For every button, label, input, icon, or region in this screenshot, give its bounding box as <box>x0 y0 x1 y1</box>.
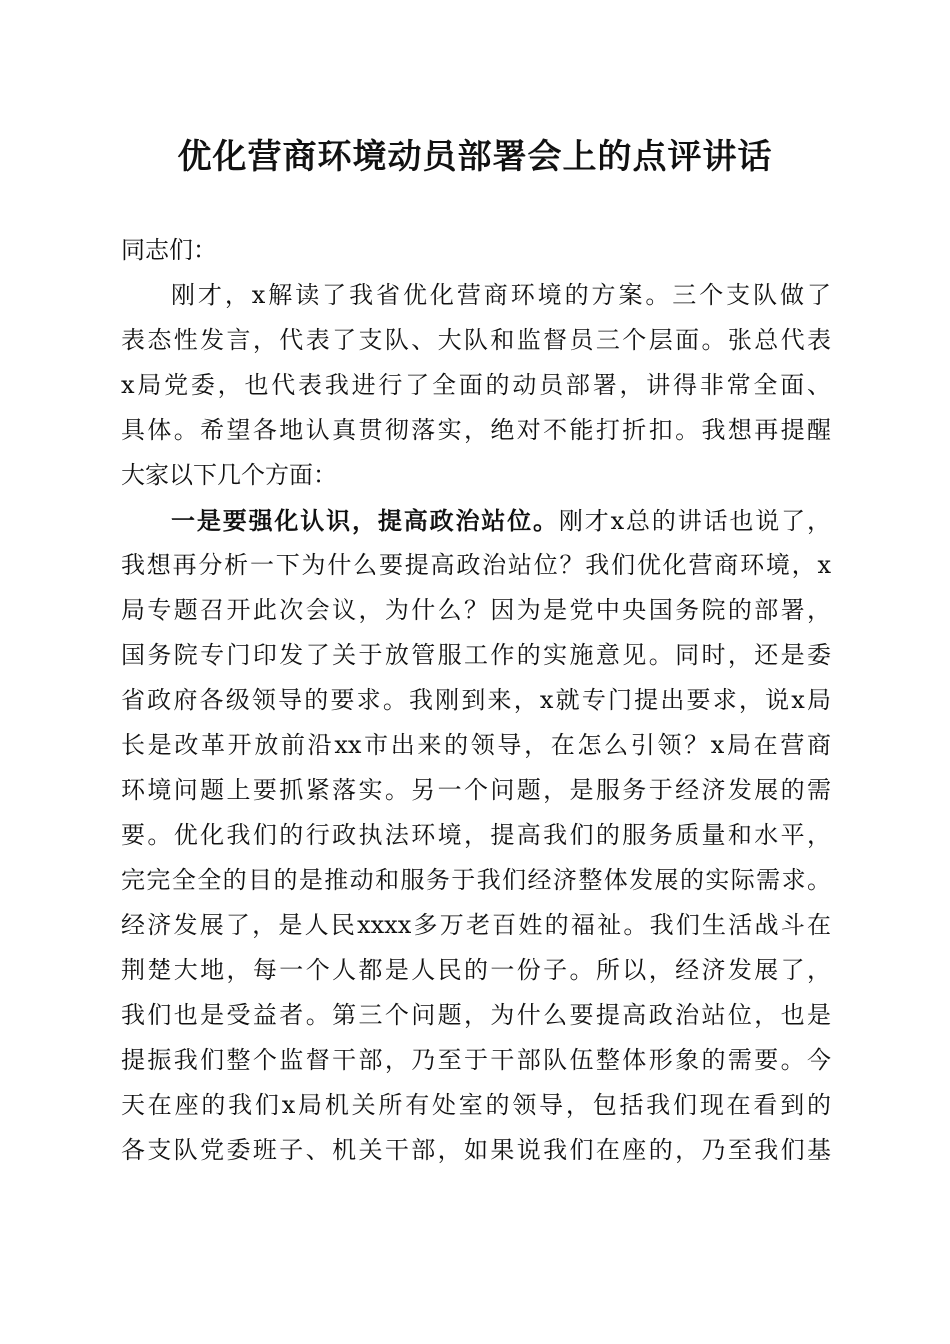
paragraph-line: 大家以下几个方面： <box>121 461 337 489</box>
paragraph-line: 提振我们整个监督干部，乃至于干部队伍整体形象的需要。今 <box>121 1046 831 1074</box>
paragraph-line: 各支队党委班子、机关干部，如果说我们在座的，乃至我们基 <box>121 1136 831 1164</box>
paragraph-line: 要。优化我们的行政执法环境，提高我们的服务质量和水平， <box>121 821 831 849</box>
paragraph-line: 荆楚大地，每一个人都是人民的一份子。所以，经济发展了， <box>121 956 831 984</box>
paragraph-line: 局专题召开此次会议，为什么？因为是党中央国务院的部署， <box>121 596 831 624</box>
paragraph-line: 我们也是受益者。第三个问题，为什么要提高政治站位，也是 <box>121 1001 831 1029</box>
paragraph-line: 具体。希望各地认真贯彻落实，绝对不能打折扣。我想再提醒 <box>121 416 831 444</box>
paragraph-line: x局党委，也代表我进行了全面的动员部署，讲得非常全面、 <box>121 371 831 399</box>
paragraph-line: 国务院专门印发了关于放管服工作的实施意见。同时，还是委 <box>121 641 831 669</box>
paragraph-line: 省政府各级领导的要求。我刚到来，x就专门提出要求，说x局 <box>121 686 831 714</box>
paragraph-line: 天在座的我们x局机关所有处室的领导，包括我们现在看到的 <box>121 1091 831 1119</box>
paragraph-line: 表态性发言，代表了支队、大队和监督员三个层面。张总代表 <box>121 326 831 354</box>
paragraph-line-with-heading <box>121 498 831 543</box>
paragraph-line-tail: 刚才x总的讲话也说了， <box>558 507 831 535</box>
paragraph-line: 长是改革开放前沿xx市出来的领导，在怎么引领？x局在营商 <box>121 731 831 759</box>
paragraph-line: 环境问题上要抓紧落实。另一个问题，是服务于经济发展的需 <box>121 776 831 804</box>
section-heading: 一是要强化认识，提高政治站位。 <box>171 506 559 535</box>
paragraph-line: 刚才，x解读了我省优化营商环境的方案。三个支队做了 <box>171 281 831 309</box>
document-body <box>121 228 831 1173</box>
document-title: 优化营商环境动员部署会上的点评讲话 <box>177 137 773 177</box>
salutation: 同志们： <box>121 236 217 264</box>
paragraph-line: 完完全全的目的是推动和服务于我们经济整体发展的实际需求。 <box>121 866 831 894</box>
paragraph-line: 我想再分析一下为什么要提高政治站位？我们优化营商环境，x <box>121 551 831 579</box>
paragraph-line: 经济发展了，是人民xxxx多万老百姓的福祉。我们生活战斗在 <box>121 911 831 939</box>
